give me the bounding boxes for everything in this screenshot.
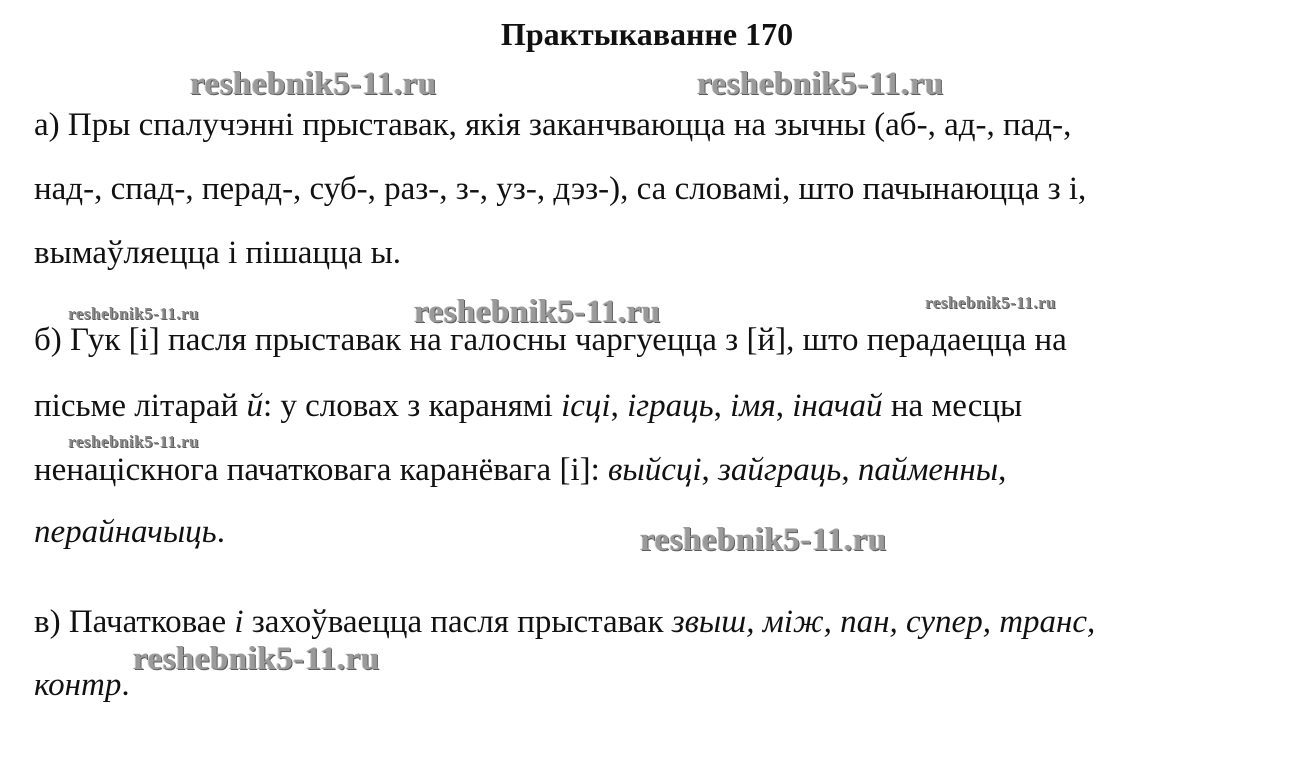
text-segment: захоўваецца пасля прыставак — [243, 604, 672, 640]
page-title: Практыкаванне 170 — [500, 16, 794, 52]
word-example: імя — [730, 388, 776, 424]
word-example: контр — [34, 667, 122, 703]
watermark: reshebnik5-11.ru — [190, 66, 437, 102]
watermark: reshebnik5-11.ru — [68, 304, 199, 323]
word-example: зайграць — [718, 452, 842, 488]
paragraph-a-line-2: над-, спад-, перад-, суб-, раз-, з-, уз-, дэз-), са словамі, што пачынаюцца з і, — [34, 171, 1087, 207]
paragraph-b-line-4: перайначыць. — [34, 514, 225, 550]
text-segment: на месцы — [882, 388, 1023, 424]
text-segment: : у словах з каранямі — [262, 388, 562, 424]
word-example: іначай — [792, 388, 883, 424]
watermark: reshebnik5-11.ru — [925, 293, 1056, 312]
word-example: выйсці — [608, 452, 702, 488]
watermark: reshebnik5-11.ru — [133, 641, 380, 677]
word-example: пайменны — [857, 452, 999, 488]
text-segment: ненаціскнога пачатковага каранёвага [і]: — [34, 452, 609, 488]
watermark: reshebnik5-11.ru — [640, 522, 887, 558]
word-example: ісці — [561, 388, 611, 424]
paragraph-a-line-3: вымаўляецца і пішацца ы. — [34, 235, 402, 271]
paragraph-b-line-1: б) Гук [і] пасля прыставак на галосны чаргуецца з [й], што перадаецца на — [34, 322, 1067, 358]
watermark: reshebnik5-11.ru — [68, 432, 199, 451]
word-example: іграць — [627, 388, 714, 424]
prefix-list: звыш, між, пан, супер, транс, — [671, 604, 1096, 640]
paragraph-c-line-1 — [34, 602, 1095, 642]
paragraph-a-line-1: а) Пры спалучэнні прыставак, якія заканчваюцца на зычны (аб-, ад-, пад-, — [34, 107, 1072, 143]
word-example: перайначыць — [34, 514, 217, 550]
watermark: reshebnik5-11.ru — [414, 294, 661, 330]
paragraph-b-line-2: пісьме літарай й: у словах з каранямі ісці, іграць, імя, іначай на месцы — [34, 388, 1023, 424]
paragraph-c-line-2: контр. — [34, 667, 130, 703]
text-segment: в) Пачатковае — [34, 604, 235, 640]
letter-example: і — [234, 604, 244, 640]
watermark: reshebnik5-11.ru — [697, 66, 944, 102]
text-segment: пісьме літарай — [34, 388, 247, 424]
letter-example: й — [246, 388, 263, 424]
paragraph-b-line-3: ненаціскнога пачатковага каранёвага [і]: выйсці, зайграць, пайменны, — [34, 452, 1007, 488]
